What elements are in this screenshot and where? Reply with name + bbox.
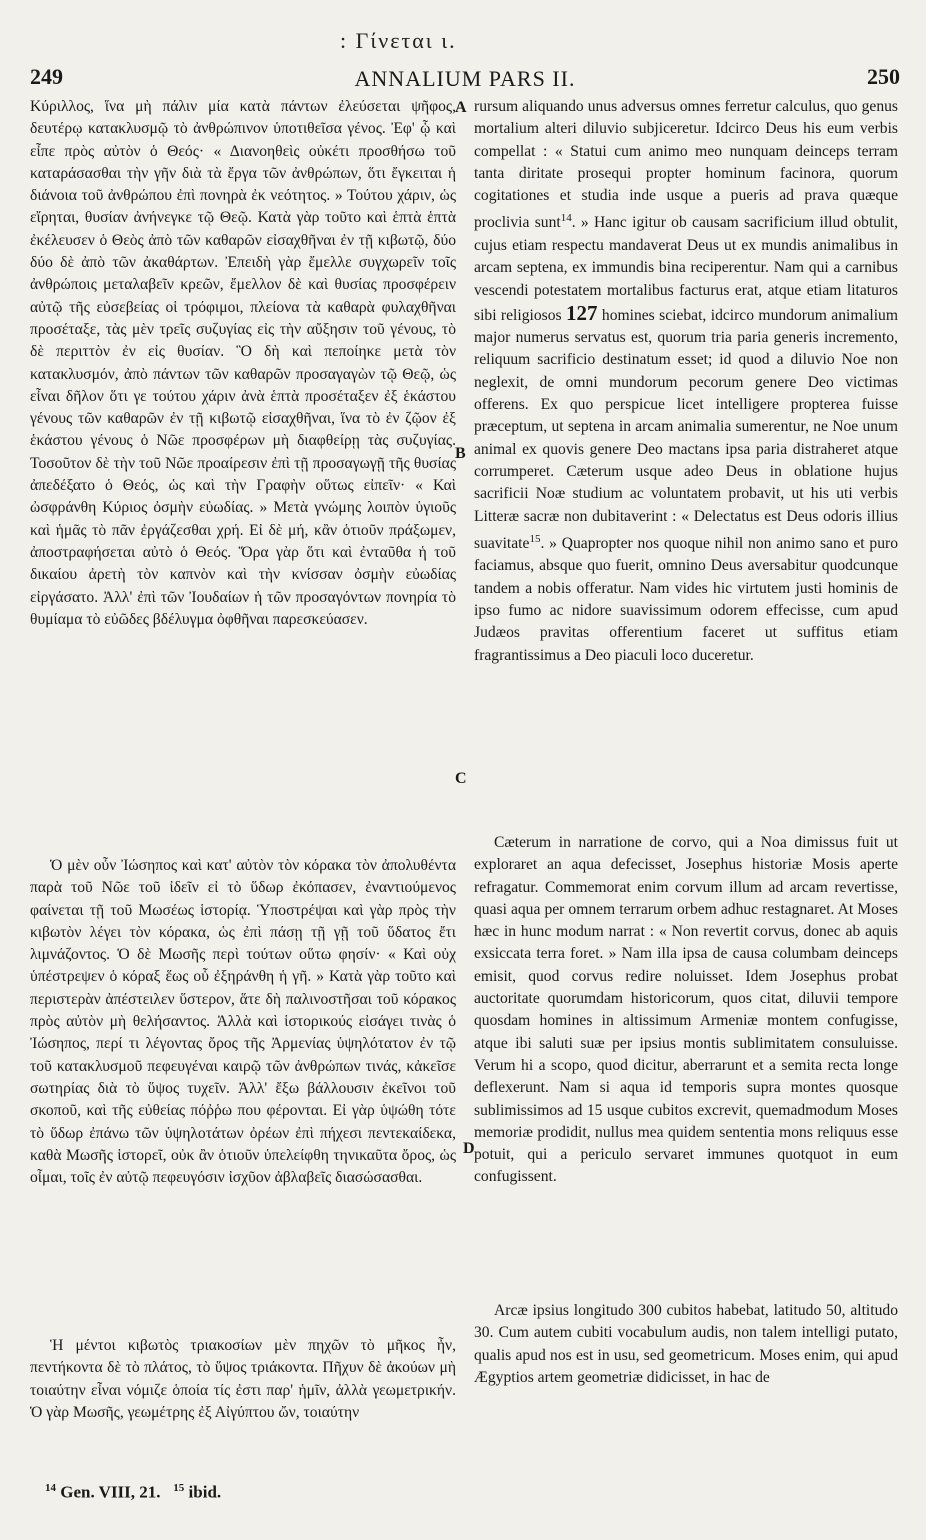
footnotes: [45, 1482, 221, 1503]
footnote-text-15: ibid.: [188, 1482, 222, 1502]
top-scrap-text: : Γίνεται ι.: [340, 28, 457, 53]
greek-paragraph-1: Κύριλλος, ἵνα μὴ πάλιν μία κατὰ πάντων ἐλεύσεται ψῆφος, δευτέρῳ κατακλυσμῷ τὸ ἀνθρώπινον ὑποτιθεῖσα γένος. Ἐφ' ᾧ καὶ εἶπε πρὸς αὐτὸν ὁ Θεός· « Διανοηθεὶς οὐκέτι προσθήσω τοῦ καταράσασθαι τὴν γῆν διὰ τὰ ἔργα τῶν ἀνθρώπων, ὅτι ἔγκειται ἡ διάνοια τοῦ ἀνθρώπου ἐπὶ πονηρὰ ἐκ νεότητος. » Τούτου χάριν, ὡς εἴρηται, θυσίαν ἀνήνεγκε τῷ Θεῷ. Κατὰ γὰρ τοῦτο καὶ ἑπτὰ ἑπτὰ ἐκέλευσεν ὁ Θεὸς ἀπὸ τῶν καθαρῶν εἰσαχθῆναι ἐν τῇ κιβωτῷ, δύο δύο δὲ ἀπὸ τῶν ἀκαθάρτων. Ἐπειδὴ γὰρ ἔμελλε συγχωρεῖν τοῖς ἀνθρώποις μεταλαβεῖν κρεῶν, ἔμελλον δὲ καὶ θυσίας προσφέρειν αὐτῷ τῆς εὐσεβείας οἱ τρόφιμοι, πλείονα τὰ καθαρὰ φυλαχθῆναι προσέταξε, τὰς μὲν τρεῖς συζυγίας εἰς τὴν αὔξησιν τοῦ γένους, τὸ δὲ περιττὸν ἐν εἰς θυσίαν. Ὃ δὴ καὶ πεποίηκε μετὰ τὸν κατακλυσμόν, ἀπὸ πάντων τῶν καθαρῶν προσαγαγὼν τῷ Θεῷ, ὡς εἶναι δῆλον ὅτι γε τούτου χάριν ἀνὰ ἑπτὰ προσέταξεν ἐξ ἑκάστου γένους τῶν καθαρῶν ἐν τῇ κιβωτῷ εἰσαχθῆναι, ἵνα τὸ ἐν ζῷον ἐξ ἑκάστου γένους ὁ Νῶε προσφέρων μὴ διαφθείρῃ τὰς συζυγίας. Τοσοῦτον δὲ τὴν τοῦ Νῶε προαίρεσιν ἐπὶ τῇ προσαγωγῇ τῆς θυσίας ἀπεδέξατο ὁ Θεός, ὡς καὶ τὴν Γραφὴν οὕτως εἰπεῖν· « Καὶ ὠσφράνθη Κύριος ὀσμὴν εὐωδίας. » Μετὰ γνώμης λοιπὸν ὑγιοῦς καὶ ἡμᾶς τὸ πᾶν ἐργάζεσθαι χρή. Εἰ δὲ μή, κἂν ὁτιοῦν πράξωμεν, ἀποστραφήσεται αὐτὸ ὁ Θεός. Ὅρα γὰρ ὅτι καὶ ἐνταῦθα ἡ τοῦ δικαίου ἀρετὴ τὸν καπνὸν καὶ τὴν κνίσσαν ὀσμὴν εὐωδίας εἰργάσατο. Ἀλλ' ἐπὶ τῶν Ἰουδαίων ἡ τῶν προσαγόντων πονηρία τὸ θυμίαμα τὸ εὐῶδες βδέλυγμα ὀφθῆναι παρεσκεύασεν.: [30, 98, 456, 628]
footnote-ref-14: 14: [560, 212, 572, 225]
footnote-text-14: Gen. VIII, 21.: [60, 1482, 161, 1502]
latin-text-c: homines sciebat, idcirco mundorum animalium major numerus servatus est, quorum tria paria generis incremento, reliquum sacrificio destinatum esset; id quod a diluvio Noe non neglexit, de omni mundorum pecorum genere Deo victimas offerens. Ex quo perspicue licet intelligere propterea fuisse præceptum, ut septena in arcam animalia sumerentur, ne Noe unum animal ex quovis genere Deo mactans ipsa paria distraheret atque corrumperet. Cæterum usque adeo Deus in oblatione hujus sacrificii Noæ studium ac voluntatem probavit, ut his uti verbis Litteræ sacræ non dubitaverint : « Delectatus est Deus odoris illius suavitate: [474, 306, 898, 553]
margin-letter-a: A: [455, 99, 467, 116]
footnote-mark-15: 15: [173, 1482, 185, 1494]
latin-text-b: . » Hanc igitur ob causam sacrificium illud obtulit, cujus etiam respectu mandaverat Deus ut ex mundis animalibus in arcam septena, ex immundis bina reciperentur. Nam qui a carnibus vescendi potestatem mortalibus facturus erat, atque etiam litaturos sibi religiosos: [474, 214, 898, 324]
margin-letter-c: C: [455, 770, 467, 787]
greek-column-bottom: [30, 1335, 456, 1424]
latin-paragraph-1: [474, 96, 898, 667]
greek-column-top: [30, 96, 456, 631]
latin-paragraph-3: Arcæ ipsius longitudo 300 cubitos habebat, latitudo 50, altitudo 30. Cum autem cubiti vocabulum audis, non talem intelligi putato, qualis apud nos est in usu, sed geometricum. Moses enim, qui apud Ægyptios artem geometriæ didicisset, in hac de: [474, 1302, 898, 1386]
greek-paragraph-3: Ἡ μέντοι κιβωτὸς τριακοσίων μὲν πηχῶν τὸ μῆκος ἦν, πεντήκοντα δὲ τὸ πλάτος, τὸ ὕψος τριάκοντα. Πῆχυν δὲ ἀκούων μὴ τοιαύτην εἶναι νόμιζε ὁποία τίς ἐστι παρ' ἡμῖν, ἀλλὰ γεωμετρικήν. Ὁ γὰρ Μωσῆς, γεωμέτρης ἐξ Αἰγύπτου ὤν, τοιαύτην: [30, 1337, 456, 1421]
page-header: [30, 64, 900, 96]
page-number-right: 250: [867, 64, 900, 89]
latin-text-a: rursum aliquando unus adversus omnes ferretur calculus, quo genus mortalium alteri diluvio subjiceretur. Idcirco Deus his eum verbis compellat : « Statui cum animo meo nunquam deinceps terram tanta diritate prosequi propter hominum facinora, quorum cogitationes et studia inde usque a pueris ad prava quæque proclivia sunt: [474, 98, 898, 232]
latin-column-top: [474, 96, 898, 667]
greek-paragraph-2: Ὁ μὲν οὖν Ἰώσηπος καὶ κατ' αὐτὸν τὸν κόρακα τὸν ἀπολυθέντα παρὰ τοῦ Νῶε τοῦ ἰδεῖν εἰ τὸ ὕδωρ ἐκόπασεν, ἐναντιούμενος φαίνεται τῇ τοῦ Μωσέως ἱστορίᾳ. Ὑποστρέψαι καὶ γὰρ πρὸς τὴν κιβωτὸν λέγει τὸν κόρακα, ὡς ἐπὶ πάσῃ τῇ γῇ τοῦ ὕδατος ἔτι λιμνάζοντος. Ὁ δὲ Μωσῆς περὶ τούτων οὕτω φησίν· « Καὶ οὐχ ὑπέστρεψεν ὁ κόραξ ἕως οὗ ἐξηράνθη ἡ γῆ. » Κατὰ γὰρ τοῦτο καὶ περιστερὰν ἀπέστειλεν ὕστερον, ἅτε δὴ παλινοστῆσαι τοῦ κόρακος πρὸς αὐτὸν μὴ θελήσαντος. Ἀλλὰ καὶ ἱστορικούς εἰσάγει τινὰς ὁ Ἰώσηπος, περί τι λέγοντας ὄρος τῆς Ἀρμενίας ὑψηλότατον ἐν τῷ τοῦ κατακλυσμοῦ πεφευγέναι καιρῷ τῶν ἀνθρώπων τινάς, κἀκεῖσε σωτηρίας διὰ τὸ ὕψος τυχεῖν. Ἀλλ' ἔξω βάλλουσιν ἐκεῖνοι τοῦ σκοποῦ, καὶ τῆς εὐθείας πόῤῥω που φέρονται. Εἰ γὰρ ὑψώθη τότε τὸ ὕδωρ ἐπάνω τῶν ὑψηλοτάτων ὀρέων ἐπὶ πήχεσι πεντεκαίδεκα, καθὰ Μωσῆς ἱστορεῖ, οὐκ ἂν ὁτιοῦν ὑπελείφθη τηνικαῦτα ὄρος, ὡς οἶμαι, τοῖς ἐν αὐτῷ πεφευγόσιν ἰσχῦον ἀβλαβεῖς διασώσασθαι.: [30, 857, 456, 1187]
page-number-left: 249: [30, 64, 63, 89]
column-number-marker: 127: [565, 300, 598, 325]
latin-paragraph-2: Cæterum in narratione de corvo, qui a Noa dimissus fuit ut exploraret an aqua defecisset, Josephus historiæ Mosis aperte refragatur. Commemorat enim corvum illum ad arcam revertisse, quasi aqua per omnem terrarum orbem adhuc restagnaret. At Moses hæc in hunc modum narrat : « Non revertit corvus, donec ab aquis exsiccata terra foret. » Nam illa ipsa de causa columbam deinceps emisit, quod corvus redire noluisset. Idem Josephus probat auctoritate quorumdam historicorum, quos citat, diluvii tempore quosdam homines in altissimum Armeniæ montem confugisse, atque ibi saluti suæ per ipsius montis sublimitatem consuluisse. Verum hi a scopo, quod dicitur, aberrarunt et a semita recta longe deflexerunt. Nam si aqua id temporis supra montes quosque sublimissimos ad 15 usque cubitos excrevit, quemadmodum Moses memoriæ prodidit, nullus mea quidem sententia mons reliquus esse potuit, qui a periculo servaret immunes quotquot in eum confugissent.: [474, 834, 898, 1186]
running-title: ANNALIUM PARS II.: [354, 66, 576, 91]
latin-text-d: . » Quapropter nos quoque nihil non animo sano et puro faciamus, absque quo fuerit, omnino Deus aversabitur quodcunque tandem a nobis offeratur. Nam vides hic virtutem justi hominis de ipso fumo ac nidore suavissimum odorem effecisse, cum apud Judæos pravitas offerentium faceret ut suffitus etiam fragrantissimus a Deo piaculi loco duceretur.: [474, 535, 898, 664]
greek-column-middle: [30, 855, 456, 1189]
latin-column-bottom: [474, 1300, 898, 1389]
footnote-mark-14: 14: [45, 1482, 56, 1494]
footnote-ref-15: 15: [529, 532, 541, 545]
latin-column-middle: [474, 832, 898, 1189]
margin-letter-d: D: [463, 1140, 475, 1157]
margin-letter-b: B: [455, 445, 466, 462]
